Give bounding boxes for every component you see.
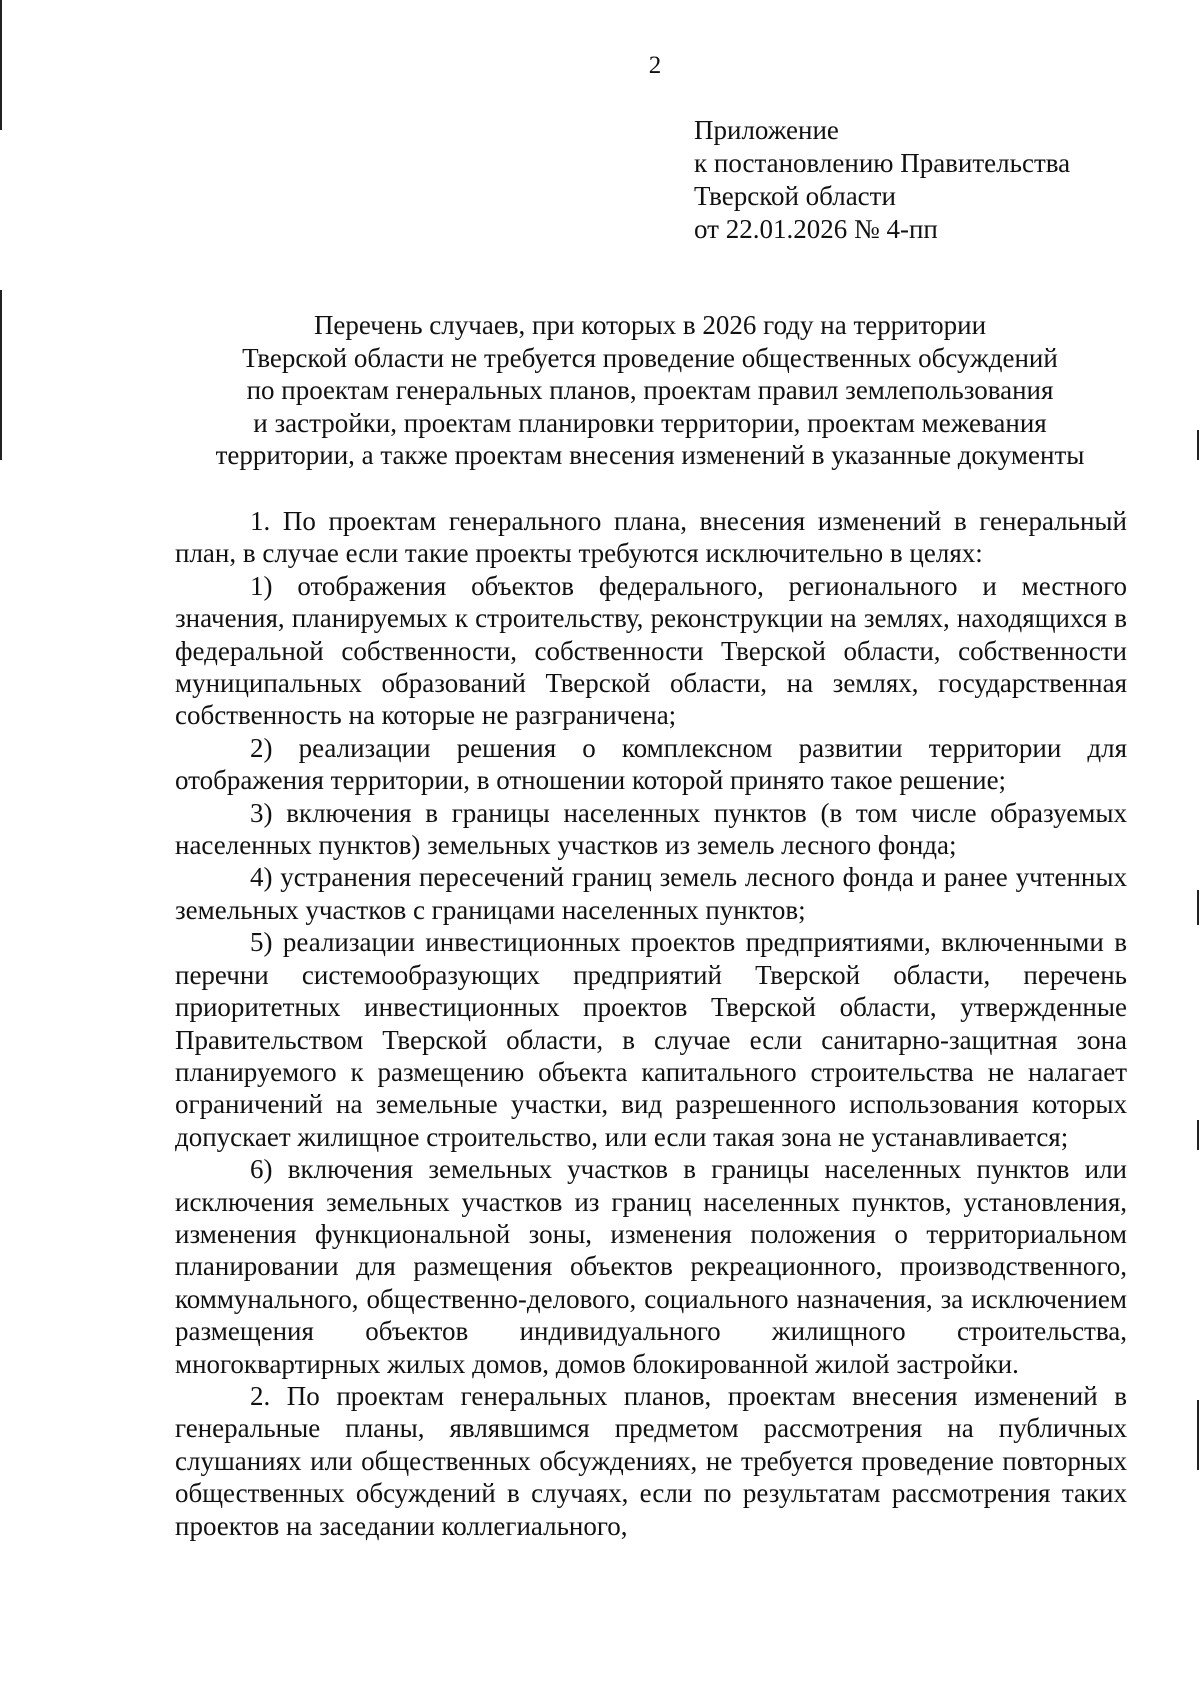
scan-edge-mark [1197, 1120, 1199, 1150]
paragraph-1-item-1: 1) отображения объектов федерального, регионального и местного значения, планируемых к строительству, реконструкции на землях, находящихся в федеральной собственности, собственности Тверской области, собственности муниципальных образований Тверской области, на землях, государственная собственность на которые не разграничена; [175, 570, 1127, 731]
paragraph-1-item-4: 4) устранения пересечений границ земель лесного фонда и ранее учтенных земельных участков с границами населенных пунктов; [175, 862, 1127, 925]
page-number: 2 [648, 52, 662, 79]
paragraph-1: 1. По проектам генерального плана, внесения изменений в генеральный план, в случае если такие проекты требуются исключительно в целях: [175, 506, 1127, 569]
title-line: Перечень случаев, при которых в 2026 году на территории [313, 310, 987, 340]
appendix-line: к постановлению Правительства [694, 148, 1071, 178]
appendix-line: от 22.01.2026 № 4-пп [694, 214, 938, 244]
scan-edge-mark [1197, 1400, 1199, 1470]
title-line: Тверской области не требуется проведение общественных обсуждений [242, 342, 1058, 373]
paragraph-1-item-5: 5) реализации инвестиционных проектов предприятиями, включенными в перечни системообразующих предприятий Тверской области, перечень приоритетных инвестиционных проектов Тверской области, утвержденные Правительством Тверской области, в случае если санитарно-защитная зона планируемого к размещению объекта капитального строительства не налагает ограничений на земельные участки, вид разрешенного использования которых допускает жилищное строительство, или если такая зона не устанавливается; [175, 927, 1127, 1152]
title-line: по проектам генеральных планов, проектам правил землепользования [246, 375, 1054, 405]
document-title [150, 309, 1150, 472]
title-line: и застройки, проектам планировки территории, проектам межевания [253, 407, 1047, 438]
document-body [175, 505, 1127, 1542]
scan-edge-mark [1197, 430, 1199, 460]
paragraph-1-item-2: 2) реализации решения о комплексном развитии территории для отображения территории, в отношении которой принято такое решение; [175, 732, 1127, 796]
appendix-line: Тверской области [694, 181, 896, 211]
appendix-block [694, 114, 1070, 246]
appendix-line: Приложение [694, 115, 839, 145]
paragraph-1-item-3: 3) включения в границы населенных пунктов (в том числе образуемых населенных пунктов) земельных участков из земель лесного фонда; [175, 797, 1127, 861]
paragraph-2: 2. По проектам генеральных планов, проектам внесения изменений в генеральные планы, являвшимся предметом рассмотрения на публичных слушаниях или общественных обсуждениях, не требуется проведение повторных общественных обсуждений в случаях, если по результатам рассмотрения таких проектов на заседании коллегиального, [175, 1380, 1127, 1541]
scan-edge-mark [0, 290, 2, 460]
paragraph-1-item-6: 6) включения земельных участков в границы населенных пунктов или исключения земельных участков из границ населенных пунктов, установления, изменения функциональной зоны, изменения положения о территориальном планировании для размещения объектов рекреационного, производственного, коммунального, общественно-делового, социального назначения, за исключением размещения объектов индивидуального жилищного строительства, многоквартирных жилых домов, домов блокированной жилой застройки. [175, 1154, 1127, 1379]
scan-edge-mark [1197, 890, 1199, 925]
title-line: территории, а также проектам внесения изменений в указанные документы [215, 440, 1085, 470]
